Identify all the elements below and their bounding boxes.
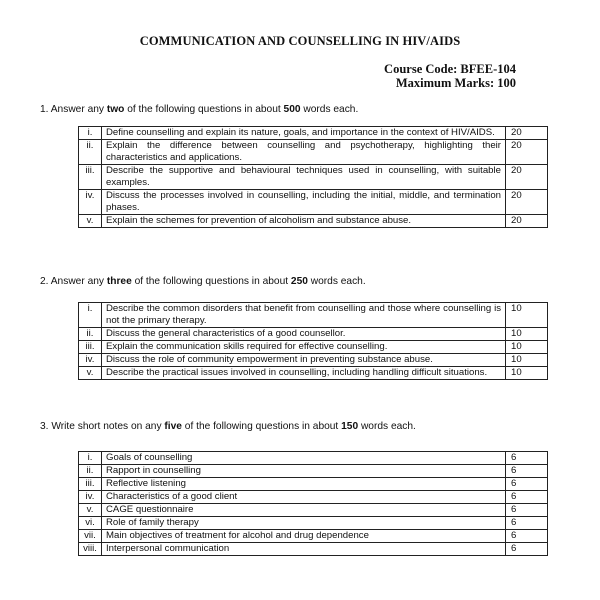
instruction-text: 3. Write short notes on any: [40, 421, 165, 432]
question-row: [79, 354, 548, 367]
question-number: viii.: [79, 543, 102, 556]
question-instruction: [40, 276, 366, 287]
paper-title: COMMUNICATION AND COUNSELLING IN HIV/AIDS: [139, 34, 461, 48]
question-text: Discuss the processes involved in counselling, including the initial, middle, and termination phases.: [102, 190, 506, 215]
question-text: Explain the communication skills required for effective counselling.: [102, 341, 506, 354]
instruction-text: words each.: [307, 276, 366, 287]
question-marks: 6: [506, 517, 548, 530]
instruction-text: of the following questions in about: [124, 104, 284, 115]
instruction-text: of the following questions in about: [181, 421, 342, 432]
question-number: v.: [79, 367, 102, 380]
question-row: [79, 504, 548, 517]
question-marks: 10: [506, 354, 548, 367]
question-row: [79, 215, 548, 228]
question-text: Describe the common disorders that benefit from counselling and those where counselling is not the primary therapy.: [102, 303, 506, 328]
question-number: ii.: [79, 140, 102, 165]
question-row: [79, 328, 548, 341]
question-number: ii.: [79, 465, 102, 478]
question-row: [79, 452, 548, 465]
instruction-count: three: [106, 276, 132, 287]
question-number: i.: [79, 303, 102, 328]
question-marks: 6: [506, 452, 548, 465]
question-row: [79, 465, 548, 478]
question-marks: 20: [506, 165, 548, 190]
question-row: [79, 190, 548, 215]
question-text: Describe the supportive and behavioural techniques used in counselling, with suitable examples.: [102, 165, 506, 190]
question-text: Explain the schemes for prevention of alcoholism and substance abuse.: [102, 215, 506, 228]
question-number: iii.: [79, 165, 102, 190]
instruction-count: two: [106, 104, 125, 115]
question-text: Goals of counselling: [102, 452, 506, 465]
course-code: Course Code: BFEE-104: [384, 62, 516, 76]
question-text: Main objectives of treatment for alcohol and drug dependence: [102, 530, 506, 543]
question-number: iv.: [79, 354, 102, 367]
question-instruction: [40, 421, 416, 432]
instruction-word-limit: 250: [290, 276, 308, 287]
question-marks: 6: [506, 465, 548, 478]
question-marks: 10: [506, 328, 548, 341]
question-marks: 20: [506, 127, 548, 140]
question-number: iv.: [79, 190, 102, 215]
instruction-word-limit: 150: [341, 421, 359, 432]
question-row: [79, 478, 548, 491]
instruction-text: 1. Answer any: [40, 104, 107, 115]
question-row: [79, 127, 548, 140]
question-text: Discuss the general characteristics of a good counsellor.: [102, 328, 506, 341]
question-text: Characteristics of a good client: [102, 491, 506, 504]
course-info: [384, 62, 516, 90]
question-number: ii.: [79, 328, 102, 341]
question-marks: 6: [506, 504, 548, 517]
question-text: Reflective listening: [102, 478, 506, 491]
question-row: [79, 165, 548, 190]
question-number: iii.: [79, 341, 102, 354]
instruction-word-limit: 500: [283, 104, 301, 115]
question-marks: 6: [506, 478, 548, 491]
question-text: CAGE questionnaire: [102, 504, 506, 517]
question-number: iv.: [79, 491, 102, 504]
instruction-text: words each.: [358, 421, 416, 432]
instruction-text: of the following questions in about: [131, 276, 291, 287]
question-row: [79, 543, 548, 556]
question-marks: 20: [506, 140, 548, 165]
question-text: Define counselling and explain its nature, goals, and importance in the context of HIV/AIDS.: [102, 127, 506, 140]
question-text: Interpersonal communication: [102, 543, 506, 556]
question-text: Discuss the role of community empowerment in preventing substance abuse.: [102, 354, 506, 367]
question-number: v.: [79, 215, 102, 228]
question-number: i.: [79, 127, 102, 140]
question-row: [79, 140, 548, 165]
question-text: Role of family therapy: [102, 517, 506, 530]
question-marks: 6: [506, 543, 548, 556]
question-row: [79, 341, 548, 354]
instruction-count: five: [164, 421, 182, 432]
question-instruction: [40, 104, 358, 115]
question-text: Explain the difference between counselling and psychotherapy, highlighting their characteristics and applications.: [102, 140, 506, 165]
instruction-text: words each.: [300, 104, 359, 115]
question-row: [79, 530, 548, 543]
question-marks: 20: [506, 190, 548, 215]
question-marks: 10: [506, 367, 548, 380]
question-marks: 10: [506, 303, 548, 328]
instruction-text: 2. Answer any: [40, 276, 107, 287]
question-number: v.: [79, 504, 102, 517]
maximum-marks: Maximum Marks: 100: [395, 76, 516, 90]
question-marks: 20: [506, 215, 548, 228]
question-row: [79, 367, 548, 380]
question-row: [79, 517, 548, 530]
question-number: i.: [79, 452, 102, 465]
question-text: Describe the practical issues involved in counselling, including handling difficult situations.: [102, 367, 506, 380]
question-table: [78, 302, 548, 380]
question-number: iii.: [79, 478, 102, 491]
question-table: [78, 126, 548, 228]
question-number: vi.: [79, 517, 102, 530]
question-marks: 6: [506, 491, 548, 504]
question-row: [79, 303, 548, 328]
question-row: [79, 491, 548, 504]
question-table: [78, 451, 548, 556]
question-marks: 10: [506, 341, 548, 354]
question-number: vii.: [79, 530, 102, 543]
question-text: Rapport in counselling: [102, 465, 506, 478]
question-marks: 6: [506, 530, 548, 543]
